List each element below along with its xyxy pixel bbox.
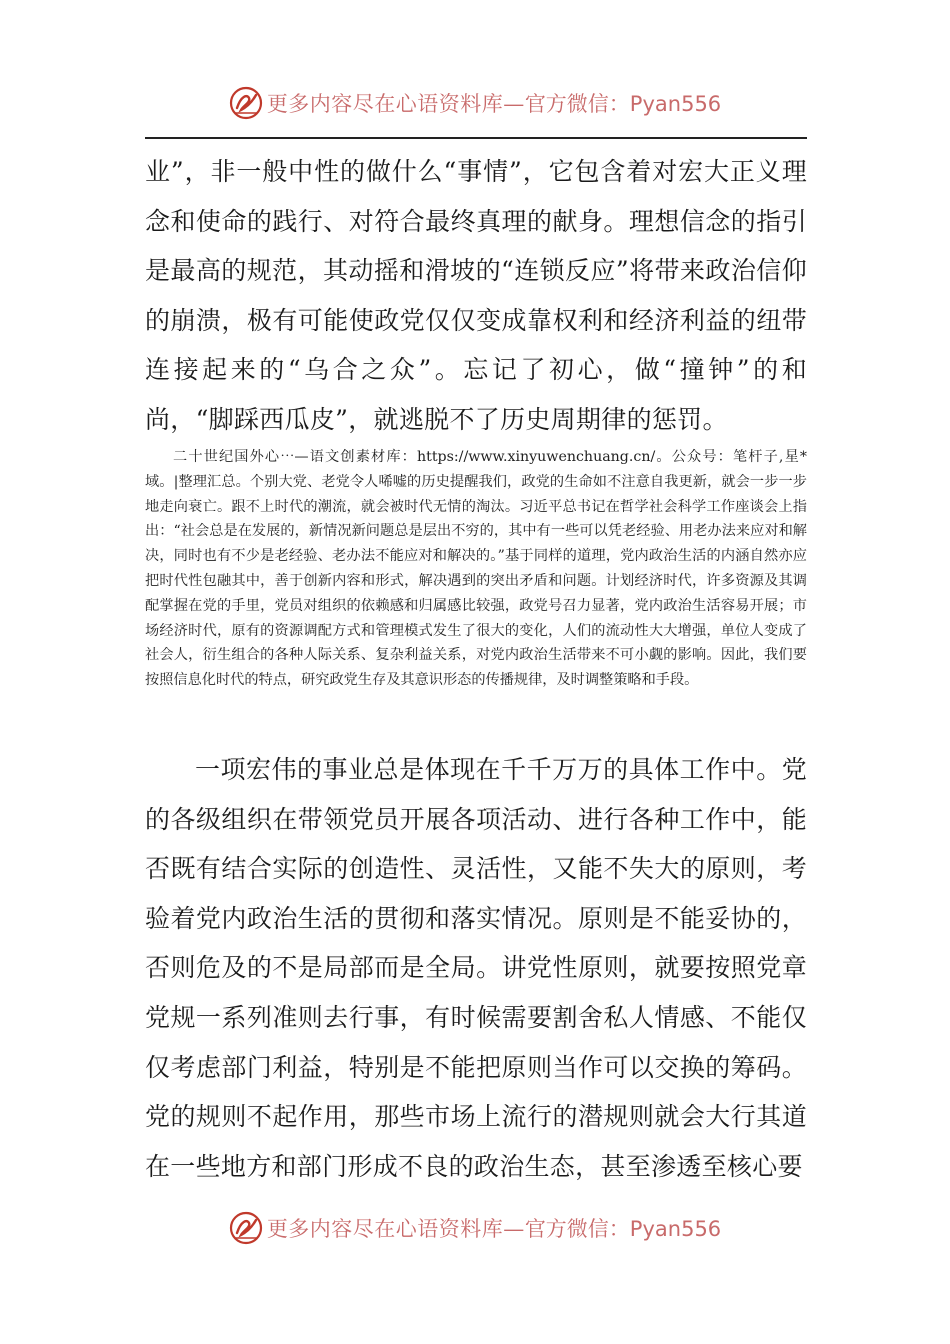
signature-logo-icon xyxy=(229,1211,263,1245)
body-paragraph-2: 一项宏伟的事业总是体现在千千万万的具体工作中。党的各级组织在带领党员开展各项活动、进行各种工作中，能否既有结合实际的创造性、灵活性，又能不失大的原则，考验着党内政治生活的贯彻和落实情况。原则是不能妥协的，否则危及的不是局部而是全局。讲党性原则，就要按照党章党规一系列准则去行事，有时候需要割舍私人情感、不能仅仅考虑部门利益，特别是不能把原则当作可以交换的筹码。党的规则不起作用，那些市场上流行的潜规则就会大行其道在一些地方和部门形成不良的政治生态，甚至渗透至核心要 xyxy=(145,755,807,1181)
footer-banner xyxy=(0,1208,950,1248)
header-contact-text: 官方微信：Pyan556 xyxy=(524,92,722,116)
footer-brand-text: 更多内容尽在心语资料库— xyxy=(266,1217,525,1241)
body-paragraph-1: 业”，非一般中性的做什么“事情”，它包含着对宏大正义理念和使命的践行、对符合最终真理的献身。理想信念的指引是最高的规范，其动摇和滑坡的“连锁反应”将带来政治信仰的崩溃，极有可能使政党仅仅变成靠权利和经济利益的纽带连接起来的“乌合之众”。忘记了初心，做“撞钟”的和尚，“脚踩西瓜皮”，就逃脱不了历史周期律的惩罚。 xyxy=(145,157,807,434)
header-brand-text: 更多内容尽在心语资料库— xyxy=(266,92,525,116)
header-divider xyxy=(145,137,807,139)
signature-logo-icon xyxy=(229,86,263,120)
small-note-paragraph: 二十世纪国外心⋯—语文创素材库：https://www.xinyuwenchuang.cn/。公众号：笔杆子,星*域。|整理汇总。个别大党、老党令人唏嘘的历史提醒我们，政党的生命如不注意自我更新，就会一步一步地走向衰亡。跟不上时代的潮流，就会被时代无情的淘汰。习近平总书记在哲学社会科学工作座谈会上指出：“社会总是在发展的，新情况新问题总是层出不穷的，其中有一些可以凭老经验、用老办法来应对和解决，同时也有不少是老经验、老办法不能应对和解决的。”基于同样的道理，党内政治生活的内涵自然亦应把时代性包融其中，善于创新内容和形式，解决遇到的突出矛盾和问题。计划经济时代，许多资源及其调配掌握在党的手里，党员对组织的依赖感和归属感比较强，政党号召力显著，党内政治生活容易开展；市场经济时代，原有的资源调配方式和管理模式发生了很大的变化，人们的流动性大大增强，单位人变成了社会人，衍生组合的各种人际关系、复杂利益关系，对党内政治生活带来不可小觑的影响。因此，我们要按照信息化时代的特点，研究政党生存及其意识形态的传播规律，及时调整策略和手段。 xyxy=(145,449,807,689)
header-banner xyxy=(0,83,950,123)
footer-contact-text: 官方微信：Pyan556 xyxy=(524,1217,722,1241)
